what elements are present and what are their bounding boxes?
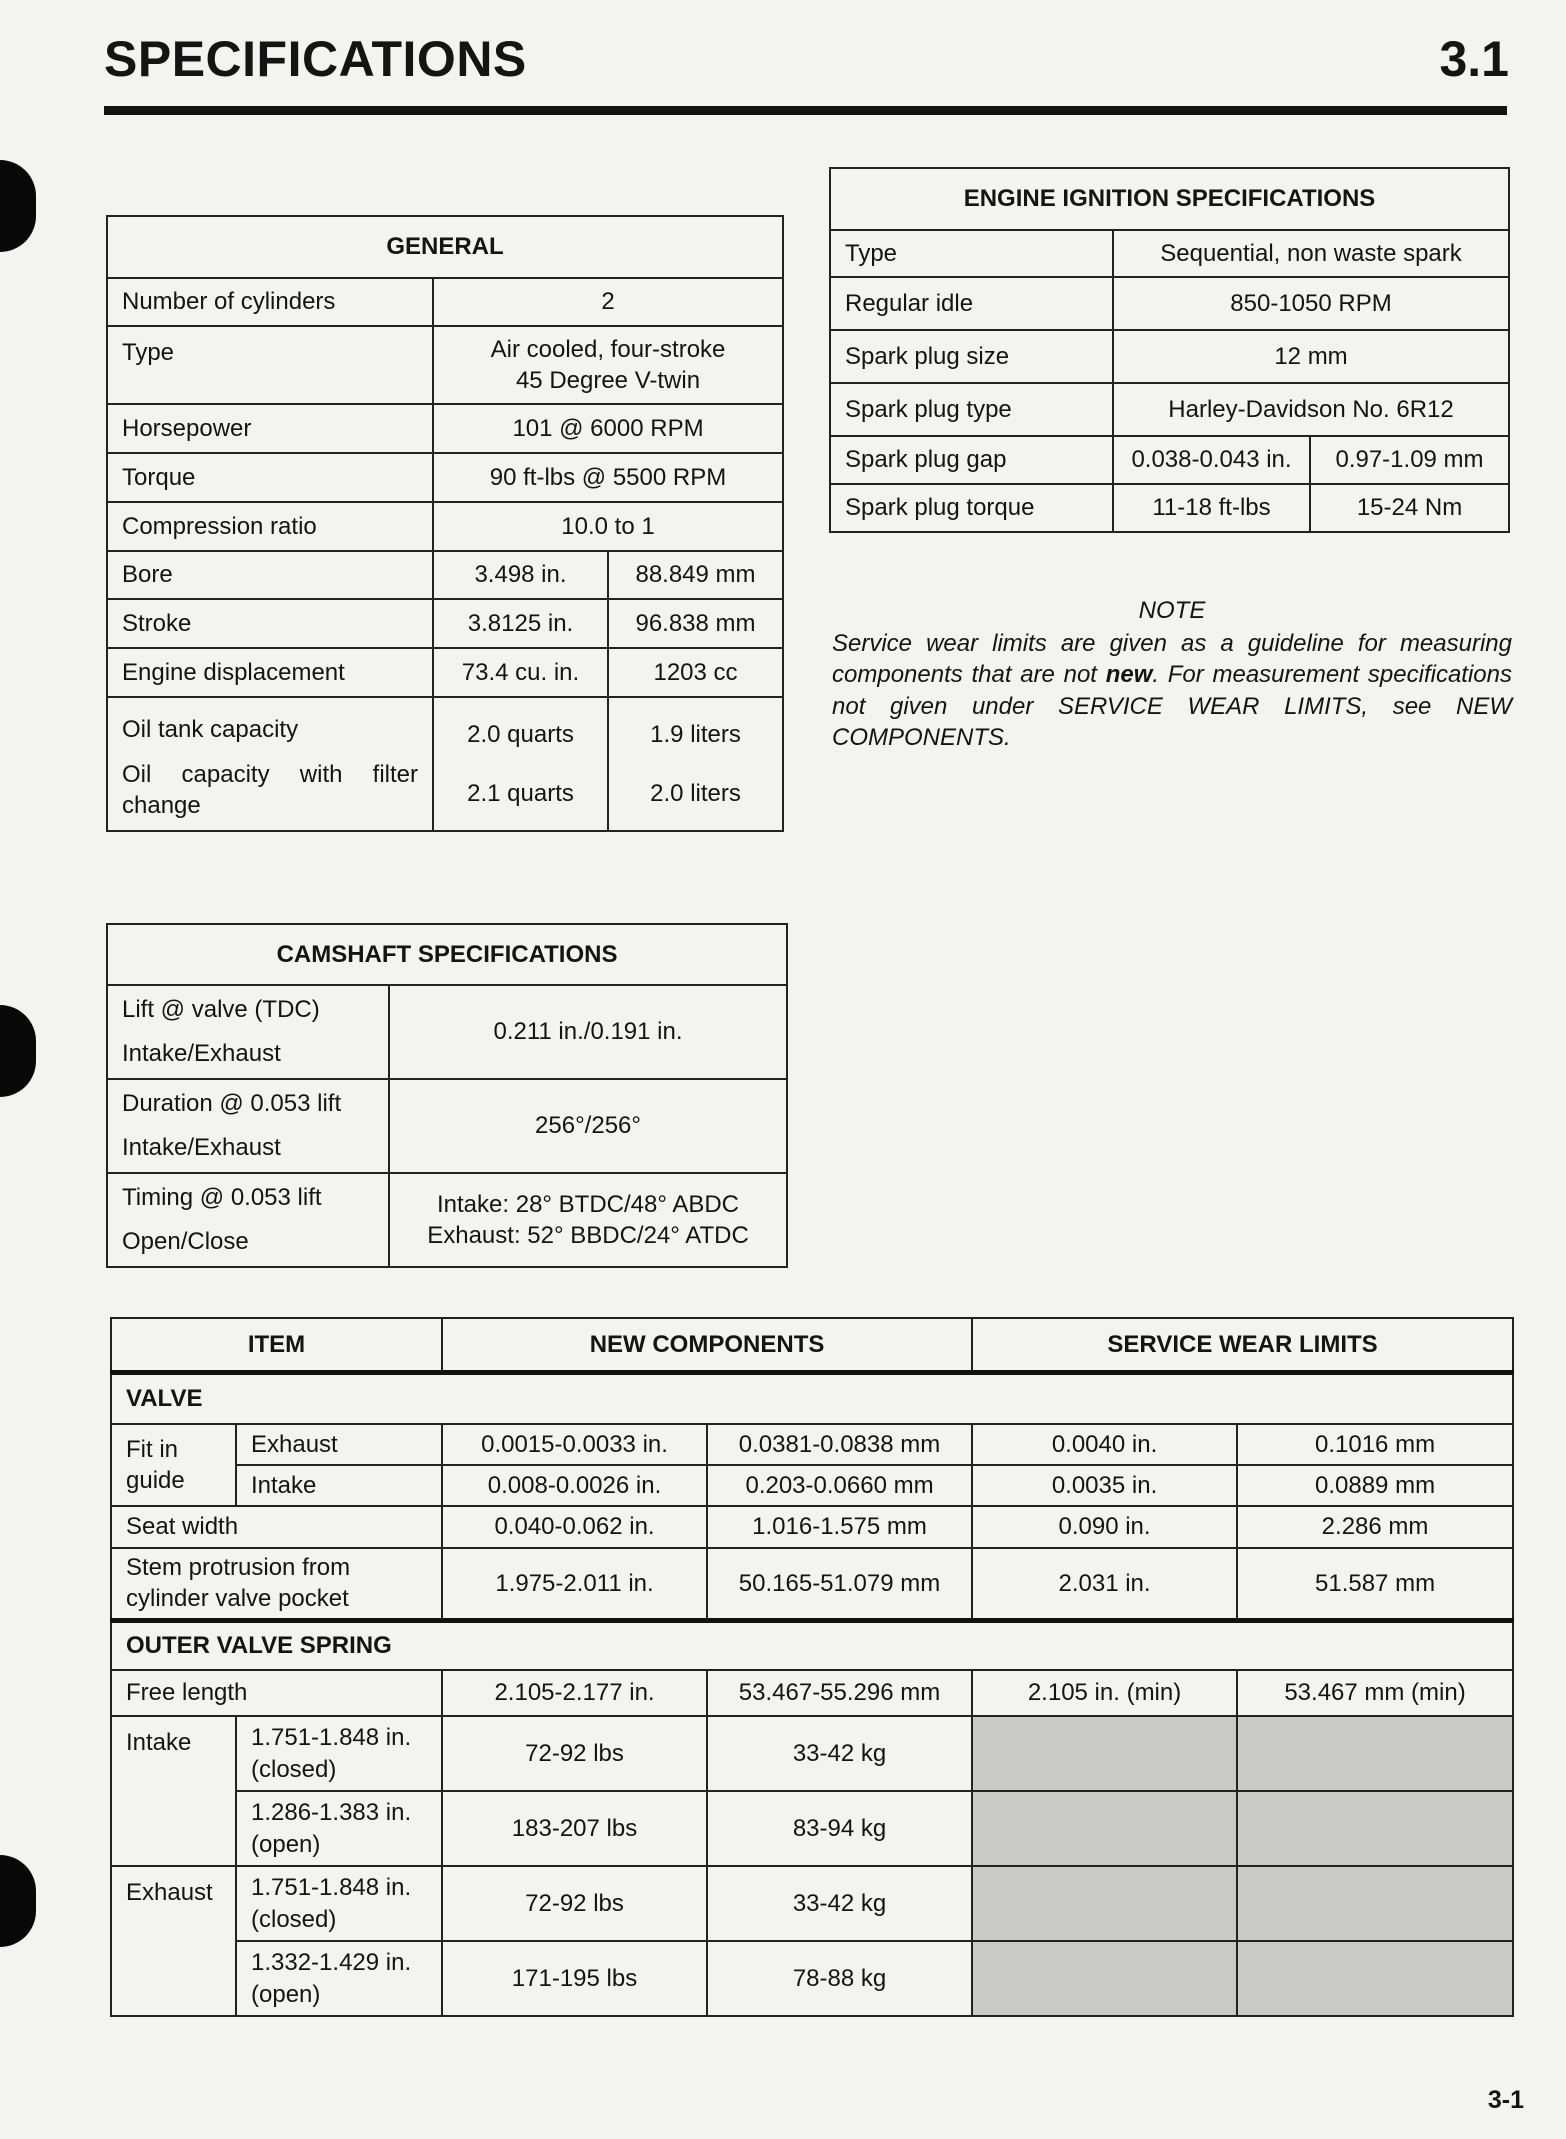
row-label: Free length xyxy=(111,1670,442,1716)
spring-state: (closed) xyxy=(251,1905,337,1933)
section-number: 3.1 xyxy=(1439,31,1509,87)
binder-hole xyxy=(0,1855,36,1947)
row-label xyxy=(107,1173,389,1267)
row-value xyxy=(433,326,783,404)
new-in: 0.0015-0.0033 in. xyxy=(442,1424,707,1465)
shaded-cell xyxy=(972,1866,1237,1941)
new-kg: 78-88 kg xyxy=(707,1941,972,2016)
row-value-metric xyxy=(608,697,783,831)
camshaft-title: CAMSHAFT SPECIFICATIONS xyxy=(107,924,787,985)
page-number: 3-1 xyxy=(1487,2086,1524,2114)
spring-condition xyxy=(236,1941,442,2016)
new-in: 0.040-0.062 in. xyxy=(442,1506,707,1548)
shaded-cell xyxy=(1237,1866,1513,1941)
spring-length: 1.332-1.429 in. xyxy=(251,1949,412,1977)
row-label: Horsepower xyxy=(107,404,433,453)
row-value-line: 1.9 liters xyxy=(650,721,741,748)
fit-in-guide-label: Fit in guide xyxy=(111,1424,236,1506)
binder-hole xyxy=(0,1005,36,1097)
limit-mm: 53.467 mm (min) xyxy=(1237,1670,1513,1716)
row-label: Spark plug size xyxy=(830,330,1113,383)
shaded-cell xyxy=(972,1716,1237,1791)
general-title: GENERAL xyxy=(107,216,783,278)
row-value: 850-1050 RPM xyxy=(1113,277,1509,330)
service-note xyxy=(832,595,1512,753)
new-in: 0.008-0.0026 in. xyxy=(442,1465,707,1506)
row-value-metric: 88.849 mm xyxy=(608,551,783,599)
spring-length: 1.751-1.848 in. xyxy=(251,1724,412,1752)
row-label: Exhaust xyxy=(236,1424,442,1465)
row-value-metric: 15-24 Nm xyxy=(1310,484,1509,532)
row-label-line: Open/Close xyxy=(122,1228,249,1255)
header-service-wear-limits: SERVICE WEAR LIMITS xyxy=(972,1318,1513,1372)
row-label-line: Oil tank capacity xyxy=(122,715,299,743)
row-value-us: 0.038-0.043 in. xyxy=(1113,436,1310,484)
row-value xyxy=(389,1173,787,1267)
row-value-us: 11-18 ft-lbs xyxy=(1113,484,1310,532)
row-label: Spark plug gap xyxy=(830,436,1113,484)
limit-mm: 51.587 mm xyxy=(1237,1548,1513,1620)
note-emphasis: new xyxy=(1105,661,1153,689)
row-label: Type xyxy=(830,230,1113,277)
row-label: Number of cylinders xyxy=(107,278,433,326)
row-value-us: 3.498 in. xyxy=(433,551,608,599)
row-value-us: 3.8125 in. xyxy=(433,599,608,648)
row-label: Spark plug torque xyxy=(830,484,1113,532)
row-value-line: Air cooled, four-stroke xyxy=(490,335,726,363)
limit-mm: 0.0889 mm xyxy=(1237,1465,1513,1506)
row-label: Torque xyxy=(107,453,433,502)
spring-group-exhaust: Exhaust xyxy=(111,1866,236,2016)
new-mm: 0.203-0.0660 mm xyxy=(707,1465,972,1506)
shaded-cell xyxy=(972,1791,1237,1866)
note-body xyxy=(832,628,1512,753)
limit-in: 0.0040 in. xyxy=(972,1424,1237,1465)
binder-hole xyxy=(0,160,36,252)
section-outer-valve-spring: OUTER VALVE SPRING xyxy=(111,1620,1513,1670)
row-value-line: Exhaust: 52° BBDC/24° ATDC xyxy=(427,1222,749,1249)
row-label xyxy=(107,1079,389,1173)
limit-in: 2.105 in. (min) xyxy=(972,1670,1237,1716)
row-label-line: Lift @ valve (TDC) xyxy=(122,996,320,1023)
ignition-table xyxy=(829,167,1510,533)
new-lbs: 72-92 lbs xyxy=(442,1866,707,1941)
row-value-line: Intake: 28° BTDC/48° ABDC xyxy=(437,1190,739,1218)
spring-condition xyxy=(236,1866,442,1941)
row-value: 90 ft-lbs @ 5500 RPM xyxy=(433,453,783,502)
new-mm: 0.0381-0.0838 mm xyxy=(707,1424,972,1465)
note-title: NOTE xyxy=(1138,597,1206,624)
row-label: Intake xyxy=(236,1465,442,1506)
new-lbs: 72-92 lbs xyxy=(442,1716,707,1791)
row-value-line: 2.0 liters xyxy=(650,780,741,807)
row-label-line: Intake/Exhaust xyxy=(122,1134,281,1161)
limit-mm: 2.286 mm xyxy=(1237,1506,1513,1548)
row-label: Bore xyxy=(107,551,433,599)
new-in: 2.105-2.177 in. xyxy=(442,1670,707,1716)
row-label: Spark plug type xyxy=(830,383,1113,436)
row-label: Stroke xyxy=(107,599,433,648)
row-label: Engine displacement xyxy=(107,648,433,697)
row-value-line: 2.0 quarts xyxy=(467,721,574,748)
row-label: Seat width xyxy=(111,1506,442,1548)
shaded-cell xyxy=(1237,1791,1513,1866)
spring-group-intake: Intake xyxy=(111,1716,236,1866)
row-label-line: Timing @ 0.053 lift xyxy=(122,1184,322,1211)
new-kg: 33-42 kg xyxy=(707,1716,972,1791)
row-label xyxy=(107,985,389,1079)
shaded-cell xyxy=(1237,1716,1513,1791)
row-value-metric: 0.97-1.09 mm xyxy=(1310,436,1509,484)
general-table xyxy=(106,215,784,832)
row-value: 0.211 in./0.191 in. xyxy=(389,985,787,1079)
row-value: 12 mm xyxy=(1113,330,1509,383)
limit-in: 0.0035 in. xyxy=(972,1465,1237,1506)
row-value-line: 45 Degree V-twin xyxy=(515,367,701,394)
page-title: SPECIFICATIONS xyxy=(104,31,527,87)
limit-mm: 0.1016 mm xyxy=(1237,1424,1513,1465)
row-value: 101 @ 6000 RPM xyxy=(433,404,783,453)
spring-condition xyxy=(236,1791,442,1866)
spring-state: (open) xyxy=(251,1980,321,2008)
row-label-line: Oil capacity with filter change xyxy=(122,760,418,819)
new-kg: 83-94 kg xyxy=(707,1791,972,1866)
new-mm: 50.165-51.079 mm xyxy=(707,1548,972,1620)
spring-state: (closed) xyxy=(251,1755,337,1783)
ignition-title: ENGINE IGNITION SPECIFICATIONS xyxy=(830,168,1509,230)
title-rule xyxy=(104,106,1507,115)
new-mm: 1.016-1.575 mm xyxy=(707,1506,972,1548)
row-label xyxy=(107,697,433,831)
row-value: 2 xyxy=(433,278,783,326)
row-label: Type xyxy=(107,326,433,404)
row-value-us xyxy=(433,697,608,831)
note-text: . For measurement specifications not given under SERVICE WEAR LIMITS, see NEW COMPONENTS. xyxy=(832,661,1512,751)
row-value-metric: 96.838 mm xyxy=(608,599,783,648)
row-label: Regular idle xyxy=(830,277,1113,330)
camshaft-table xyxy=(106,923,788,1268)
limit-in: 2.031 in. xyxy=(972,1548,1237,1620)
new-in: 1.975-2.011 in. xyxy=(442,1548,707,1620)
row-value: 10.0 to 1 xyxy=(433,502,783,551)
row-value-metric: 1203 cc xyxy=(608,648,783,697)
row-value: 256°/256° xyxy=(389,1079,787,1173)
row-value: Harley-Davidson No. 6R12 xyxy=(1113,383,1509,436)
new-mm: 53.467-55.296 mm xyxy=(707,1670,972,1716)
spring-length: 1.286-1.383 in. xyxy=(251,1799,412,1827)
row-value: Sequential, non waste spark xyxy=(1113,230,1509,277)
new-kg: 33-42 kg xyxy=(707,1866,972,1941)
row-label-line: Intake/Exhaust xyxy=(122,1040,281,1067)
new-lbs: 171-195 lbs xyxy=(442,1941,707,2016)
shaded-cell xyxy=(972,1941,1237,2016)
row-value-line: 2.1 quarts xyxy=(467,780,574,807)
spring-state: (open) xyxy=(251,1830,321,1858)
row-value-us: 73.4 cu. in. xyxy=(433,648,608,697)
row-label: Stem protrusion from cylinder valve pocket xyxy=(111,1548,442,1620)
wear-limits-table xyxy=(110,1317,1514,2017)
shaded-cell xyxy=(1237,1941,1513,2016)
header-item: ITEM xyxy=(111,1318,442,1372)
spring-condition xyxy=(236,1716,442,1791)
section-valve: VALVE xyxy=(111,1372,1513,1424)
row-label-line: Duration @ 0.053 lift xyxy=(122,1090,342,1117)
new-lbs: 183-207 lbs xyxy=(442,1791,707,1866)
spring-length: 1.751-1.848 in. xyxy=(251,1874,412,1902)
row-label: Compression ratio xyxy=(107,502,433,551)
note-text: Service wear limits are given as a guideline for measuring components that are not xyxy=(832,630,1512,689)
header-new-components: NEW COMPONENTS xyxy=(442,1318,972,1372)
limit-in: 0.090 in. xyxy=(972,1506,1237,1548)
